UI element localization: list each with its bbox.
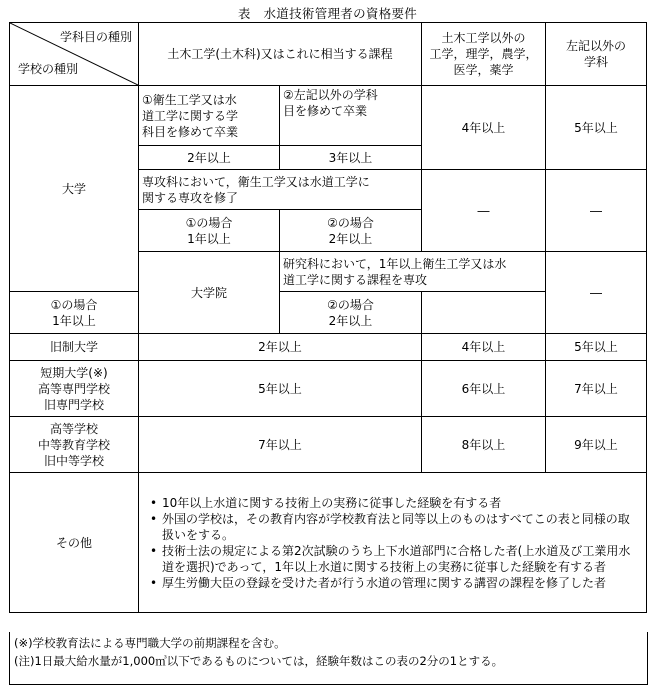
- others-item: • 厚生労働大臣の登録を受けた者が行う水道の管理に関する講習の課程を修了した者: [148, 575, 639, 591]
- high-school-other: 9年以上: [546, 417, 647, 473]
- junior-college-other-eng: 6年以上: [422, 361, 546, 417]
- university-major-dash-1: ―: [422, 170, 546, 252]
- others-item: • 10年以上水道に関する技術上の実務に従事した経験を有する者: [148, 495, 639, 511]
- row-label-high-school: 高等学校 中等教育学校 旧中等学校: [10, 417, 139, 473]
- row-label-university: 大学: [10, 86, 139, 292]
- header-subject-type: 学科目の種別: [59, 30, 132, 44]
- old-university-civil: 2年以上: [139, 334, 422, 361]
- university-major-note: 専攻科において，衛生工学又は水道工学に 関する専攻を修了: [139, 170, 422, 210]
- footnote-water-volume: (注)1日最大給水量が1,000㎥以下であるものについては，経験年数はこの表の2分の1とする。: [14, 654, 504, 668]
- university-case-2: ②の場合 2年以上: [280, 210, 422, 252]
- graduate-case-2: ②の場合 2年以上: [280, 292, 422, 334]
- high-school-civil: 7年以上: [139, 417, 422, 473]
- graduate-dash-1: ―: [546, 252, 647, 334]
- footnote-junior-college: (※)学校教育法による専門職大学の前期課程を含む。: [14, 636, 286, 650]
- university-option-2-years: 3年以上: [280, 146, 422, 170]
- row-label-junior-college: 短期大学(※) 高等専門学校 旧専門学校: [10, 361, 139, 417]
- others-list: [142, 495, 643, 591]
- old-university-other-eng: 4年以上: [422, 334, 546, 361]
- header-civil: 土木工学(土木科)又はこれに相当する課程: [139, 23, 422, 86]
- qualification-table: [9, 22, 647, 613]
- footnotes: [9, 632, 648, 685]
- university-option-2: ②左記以外の学科 目を修めて卒業: [280, 86, 422, 146]
- old-university-other: 5年以上: [546, 334, 647, 361]
- others-list-cell: [139, 473, 647, 613]
- header-other-eng: 土木工学以外の 工学，理学，農学， 医学，薬学: [422, 23, 546, 86]
- university-case-1: ①の場合 1年以上: [139, 210, 280, 252]
- university-other-eng-years: 4年以上: [422, 86, 546, 170]
- high-school-other-eng: 8年以上: [422, 417, 546, 473]
- graduate-case-1: ①の場合 1年以上: [10, 292, 139, 334]
- others-item: • 外国の学校は，その教育内容が学校教育法と同等以上のものはすべてこの表と同様の取扱いをする。: [148, 511, 639, 543]
- row-label-old-university: 旧制大学: [10, 334, 139, 361]
- header-school-type: 学校の種別: [18, 62, 79, 76]
- row-label-others: その他: [10, 473, 139, 613]
- university-option-1-years: 2年以上: [139, 146, 280, 170]
- header-diagonal-cell: [10, 23, 139, 86]
- graduate-note: 研究科において，1年以上衛生工学又は水 道工学に関する課程を専攻: [280, 252, 546, 292]
- university-option-1: ①衛生工学又は水 道工学に関する学 科目を修めて卒業: [139, 86, 280, 146]
- row-label-graduate: 大学院: [139, 252, 280, 334]
- table-title: 表 水道技術管理者の資格要件: [237, 6, 418, 21]
- university-major-dash-2: ―: [546, 170, 647, 252]
- junior-college-civil: 5年以上: [139, 361, 422, 417]
- header-other: 左記以外の 学科: [546, 23, 647, 86]
- university-other-years: 5年以上: [546, 86, 647, 170]
- junior-college-other: 7年以上: [546, 361, 647, 417]
- others-item: • 技術士法の規定による第2次試験のうち上下水道部門に合格した者(上水道及び工業用水道を選択)であって，1年以上水道に関する技術上の実務に従事した経験を有する者: [148, 543, 639, 575]
